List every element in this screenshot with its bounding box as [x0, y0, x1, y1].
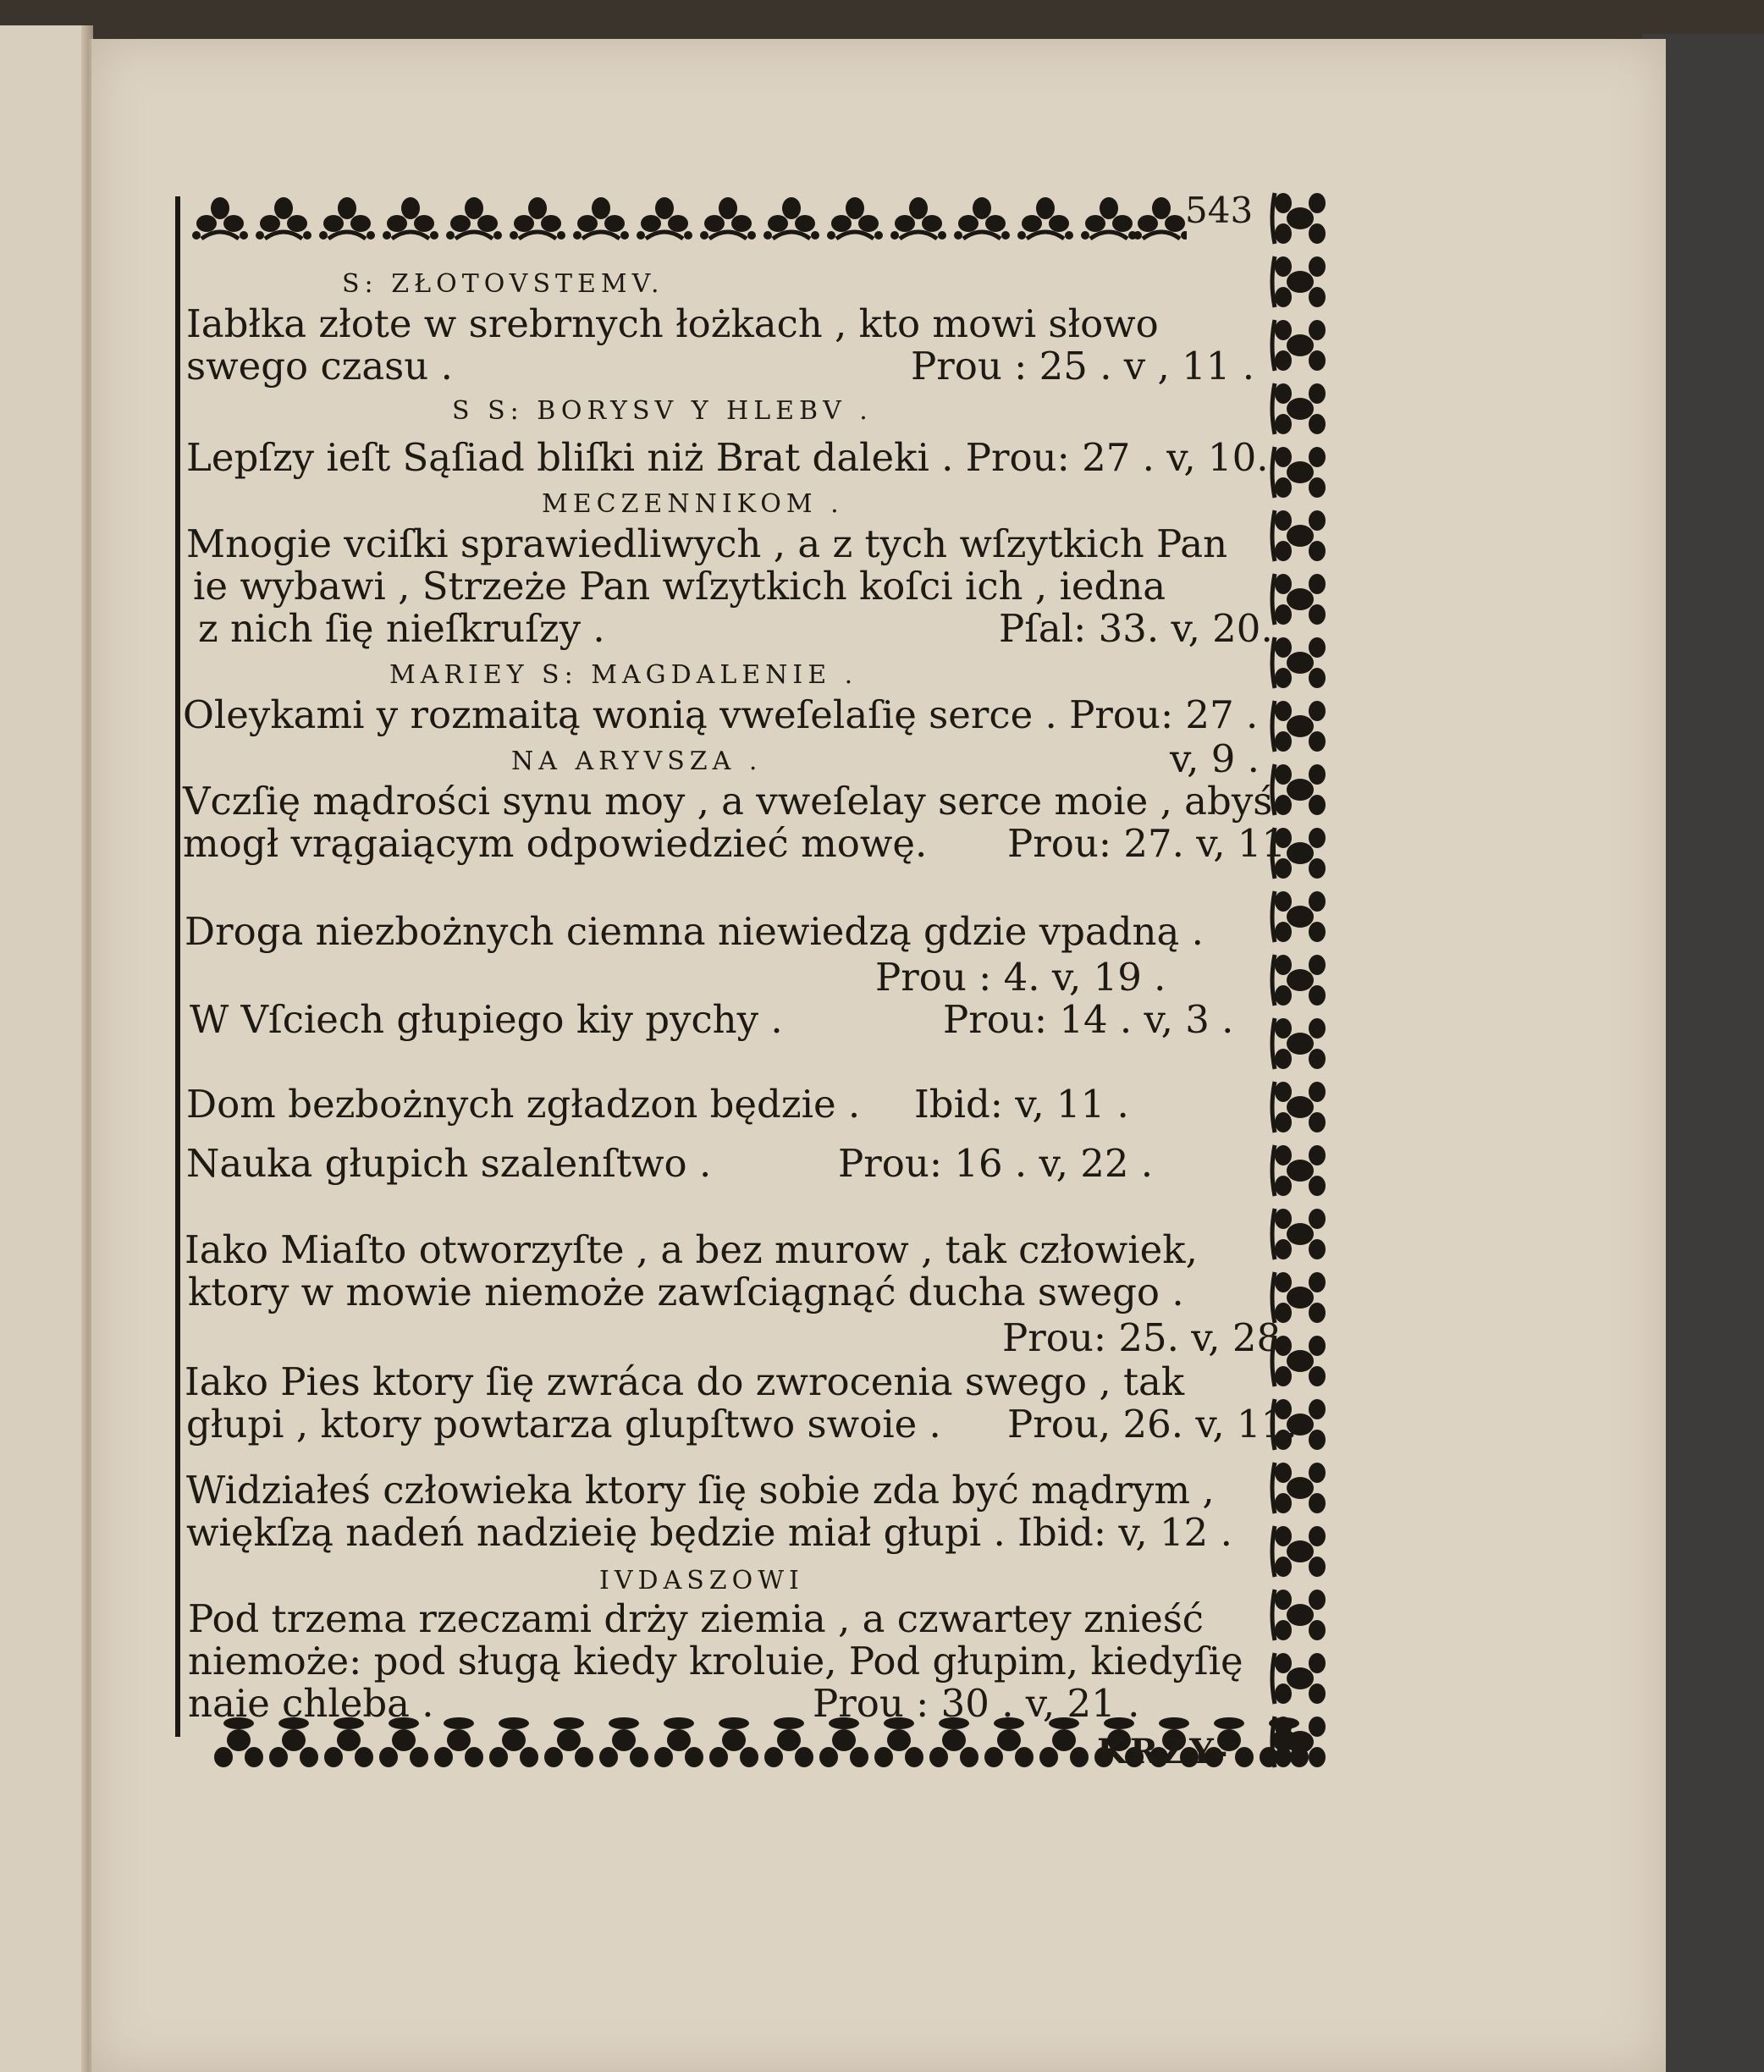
text-line: Mnogie vciſki sprawiedliwych , a z tych wſzytkich Pan: [186, 521, 1228, 566]
verse-reference: Prou : 4. v, 19 .: [875, 955, 1166, 1000]
left-page-edge: [0, 25, 93, 2072]
text-line: W Vſciech głupiego kiy pychy .: [190, 997, 783, 1042]
verse-reference: Prou: 25. v, 28.: [1002, 1315, 1293, 1360]
text-line: ie wybawi , Strzeże Pan wſzytkich koſci ich , iedna: [193, 564, 1166, 609]
heading-magdalenie: MARIEY S: MAGDALENIE .: [389, 660, 858, 690]
text-line: naie chleba .: [188, 1681, 434, 1726]
catchword: KRZY-: [1097, 1732, 1232, 1772]
left-frame-rule: [175, 196, 180, 1737]
text-line: swego czasu .: [186, 344, 453, 388]
verse-reference: Prou : 25 . v , 11 .: [911, 344, 1255, 388]
text-line: mogł vrągaiącym odpowiedzieć mowę.: [183, 821, 928, 866]
text-line: Nauka głupich szalenſtwo .: [186, 1141, 712, 1186]
text-line: głupi , ktory powtarza glupſtwo swoie .: [186, 1402, 941, 1447]
verse-reference: Prou: 14 . v, 3 .: [943, 997, 1234, 1042]
text-line: Iako Miaſto otworzyſte , a bez murow , tak człowiek,: [185, 1227, 1198, 1272]
verse-reference: Pſal: 33. v, 20.: [999, 606, 1273, 651]
text-line: Iako Pies ktory ſię zwráca do zwrocenia swego , tak: [185, 1359, 1185, 1404]
text-line: więkſzą nadeń nadzieię będzie miał głupi . Ibid: v, 12 .: [186, 1510, 1232, 1555]
text-line: Pod trzema rzeczami drży ziemia , a czwartey znieść: [188, 1596, 1204, 1641]
text-line: Vczſię mądrości synu moy , a vweſelay serce moie , abyś: [183, 779, 1273, 824]
verse-reference: Prou: 27. v, 11.: [1007, 821, 1298, 866]
text-line: Widziałeś człowieka ktory ſię sobie zda być mądrym ,: [186, 1468, 1215, 1513]
text-line: Lepſzy ieſt Sąſiad bliſki niż Brat daleki . Prou: 27 . v, 10.: [186, 435, 1269, 480]
verse-reference: v, 9 .: [1170, 736, 1260, 781]
right-ornament-border: [1261, 185, 1336, 1776]
heading-borys-hleb: S S: BORYSV Y HLEBV .: [452, 396, 873, 426]
verse-reference: Prou: 16 . v, 22 .: [838, 1141, 1154, 1186]
text-line: Dom bezbożnych zgładzon będzie .: [186, 1082, 861, 1127]
heading-zlotoustemu: S: ZŁOTOVSTEMV.: [342, 269, 664, 299]
text-line: ktory w mowie niemoże zawſciągnąć ducha swego .: [188, 1270, 1184, 1314]
top-ornament-border: [188, 188, 1187, 251]
text-line: Oleykami y rozmaitą wonią vweſelaſię serce . Prou: 27 .: [183, 692, 1259, 737]
text-line: niemoże: pod sługą kiedy kroluie, Pod głupim, kiedyſię: [188, 1639, 1243, 1684]
text-line: z nich ſię nieſkruſzy .: [198, 606, 605, 651]
verse-reference: Prou : 30 . v, 21 .: [813, 1681, 1140, 1726]
text-line: Iabłka złote w srebrnych łożkach , kto mowi słowo: [186, 301, 1159, 346]
heading-meczennikom: MECZENNIKOM .: [542, 489, 844, 519]
heading-aryusza: NA ARYVSZA .: [511, 747, 763, 776]
text-line: Droga niezbożnych ciemna niewiedzą gdzie vpadną .: [185, 909, 1204, 954]
page-number: 543: [1185, 190, 1254, 231]
heading-judaszowi: IVDASZOWI: [599, 1566, 804, 1595]
verse-reference: Prou, 26. v, 11.: [1007, 1402, 1298, 1447]
verse-reference: Ibid: v, 11 .: [914, 1082, 1129, 1127]
